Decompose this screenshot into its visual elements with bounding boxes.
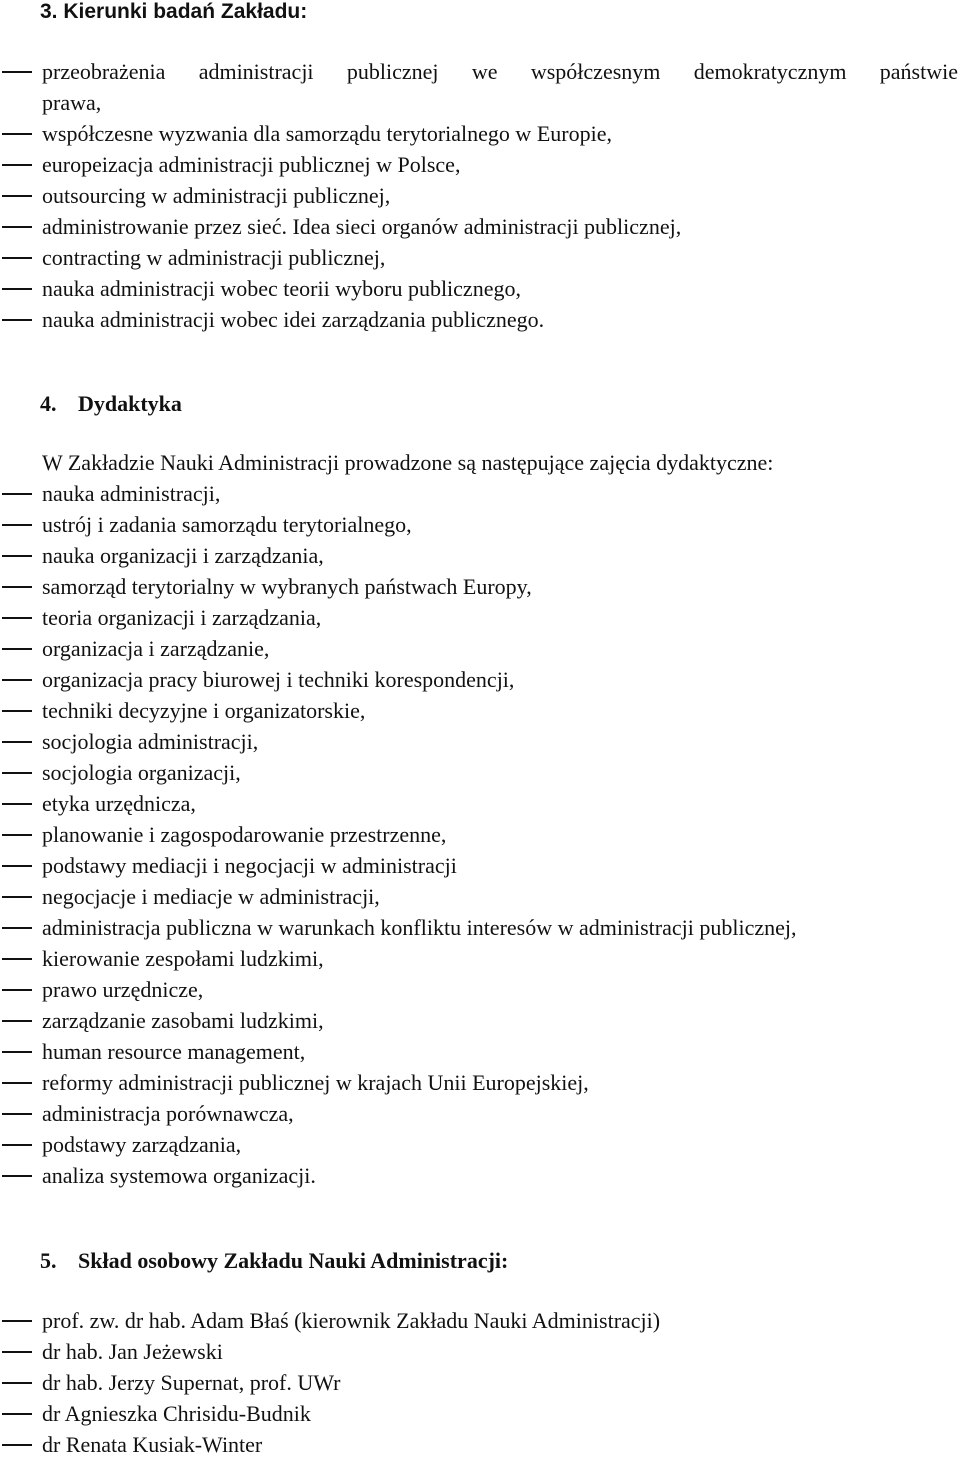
list-item: ustrój i zadania samorządu terytorialnego, [0, 509, 960, 540]
list-item: nauka administracji, [0, 478, 960, 509]
list-item: teoria organizacji i zarządzania, [0, 602, 960, 633]
list-item: dr hab. Jan Jeżewski [0, 1336, 960, 1367]
list-item: dr Agnieszka Chrisidu-Budnik [0, 1398, 960, 1429]
list-item: kierowanie zespołami ludzkimi, [0, 943, 960, 974]
list-item: administrowanie przez sieć. Idea sieci organów administracji publicznej, [0, 211, 960, 242]
list-item: techniki decyzyjne i organizatorskie, [0, 695, 960, 726]
list-item: dr Renata Kusiak-Winter [0, 1429, 960, 1460]
list-item: podstawy zarządzania, [0, 1129, 960, 1160]
list-item-line: prawa, [42, 90, 102, 115]
section-4-list [0, 478, 960, 1191]
section-4-heading [40, 388, 182, 419]
list-item: planowanie i zagospodarowanie przestrzenne, [0, 819, 960, 850]
list-item: human resource management, [0, 1036, 960, 1067]
list-item: współczesne wyzwania dla samorządu terytorialnego w Europie, [0, 118, 960, 149]
section-3-heading: 3. Kierunki badań Zakładu: [40, 0, 308, 23]
list-item: socjologia administracji, [0, 726, 960, 757]
section-3-list [0, 56, 960, 335]
list-item: nauka organizacji i zarządzania, [0, 540, 960, 571]
list-item: negocjacje i mediacje w administracji, [0, 881, 960, 912]
list-item: samorząd terytorialny w wybranych państwach Europy, [0, 571, 960, 602]
list-item: nauka administracji wobec teorii wyboru publicznego, [0, 273, 960, 304]
list-item-line: przeobrażenia administracji publicznej we współczesnym demokratycznym państwie [42, 59, 958, 84]
list-item: nauka administracji wobec idei zarządzania publicznego. [0, 304, 960, 335]
list-item: dr hab. Jerzy Supernat, prof. UWr [0, 1367, 960, 1398]
list-item [0, 56, 960, 118]
list-item: contracting w administracji publicznej, [0, 242, 960, 273]
section-4-intro: W Zakładzie Nauki Administracji prowadzone są następujące zajęcia dydaktyczne: [42, 450, 774, 475]
list-item: prof. zw. dr hab. Adam Błaś (kierownik Zakładu Nauki Administracji) [0, 1305, 960, 1336]
section-4-number: 4. [40, 391, 57, 416]
list-item: prawo urzędnicze, [0, 974, 960, 1005]
section-5-title: Skład osobowy Zakładu Nauki Administracji: [78, 1248, 509, 1273]
list-item: analiza systemowa organizacji. [0, 1160, 960, 1191]
section-5-list [0, 1305, 960, 1460]
list-item: reformy administracji publicznej w krajach Unii Europejskiej, [0, 1067, 960, 1098]
list-item: organizacja i zarządzanie, [0, 633, 960, 664]
list-item: etyka urzędnicza, [0, 788, 960, 819]
list-item: podstawy mediacji i negocjacji w administracji [0, 850, 960, 881]
list-item: outsourcing w administracji publicznej, [0, 180, 960, 211]
list-item: europeizacja administracji publicznej w Polsce, [0, 149, 960, 180]
section-5-heading [40, 1245, 508, 1276]
section-5-number: 5. [40, 1248, 57, 1273]
list-item: zarządzanie zasobami ludzkimi, [0, 1005, 960, 1036]
list-item: organizacja pracy biurowej i techniki korespondencji, [0, 664, 960, 695]
list-item: socjologia organizacji, [0, 757, 960, 788]
list-item: administracja publiczna w warunkach konfliktu interesów w administracji publicznej, [0, 912, 960, 943]
section-4-title: Dydaktyka [78, 391, 182, 416]
list-item: administracja porównawcza, [0, 1098, 960, 1129]
